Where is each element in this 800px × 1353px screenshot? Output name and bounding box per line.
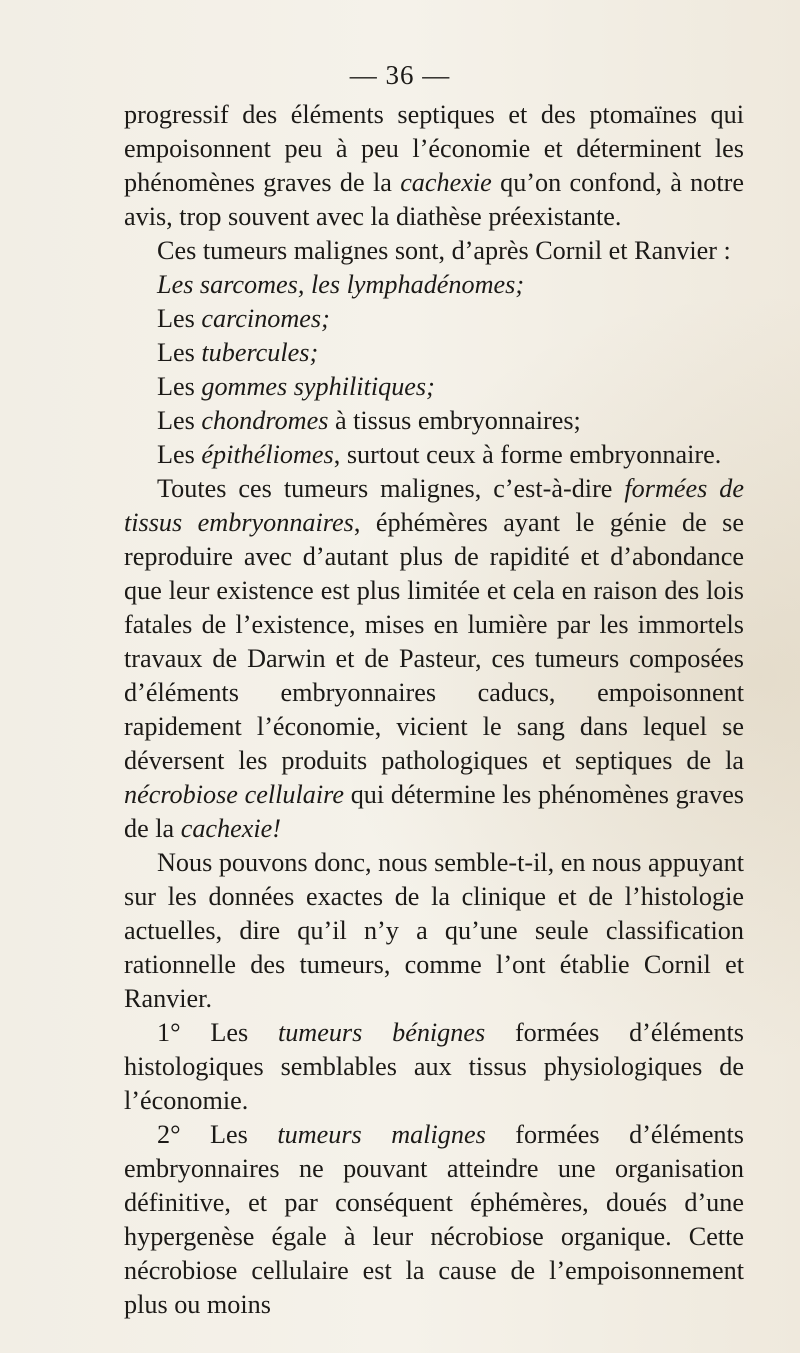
text-run: Les (157, 338, 202, 367)
paragraph-intro-list: Ces tumeurs malignes sont, d’après Cornil et Ranvier : (157, 236, 731, 265)
paragraph-malignant-tumors (124, 472, 744, 846)
italic-term: cachexie (400, 168, 492, 197)
body-text (124, 98, 744, 1322)
text-run: Les (157, 304, 202, 333)
italic-term: nécrobiose cellulaire (124, 780, 345, 809)
list-item (124, 302, 744, 336)
text-run: Toutes ces tumeurs malignes, c’est-à-dire (157, 474, 625, 503)
text-run: , surtout ceux à forme embryonnaire. (333, 440, 722, 469)
italic-term: gommes syphilitiques; (201, 372, 435, 401)
italic-term: chondromes (201, 406, 329, 435)
page-number: — 36 — (349, 60, 451, 90)
italic-term: tumeurs bénignes (277, 1018, 486, 1047)
text-run: progressif des éléments septiques et des ptomaïnes qui empoisonnent peu à peu l’économie et déterminent les phénomènes graves de la (124, 100, 744, 197)
text-run: Les (157, 372, 202, 401)
text-run: qui détermine les phénomènes graves de la (124, 780, 745, 843)
text-run: Les (157, 440, 202, 469)
paragraph-benign (124, 1016, 744, 1118)
text-run: à tissus embryonnaires; (328, 406, 581, 435)
paragraph-continuation (124, 98, 744, 234)
italic-term: formées de tissus embryonnaires (124, 474, 744, 537)
italic-term: épithéliomes (201, 440, 334, 469)
text-run: formées d’éléments histologiques semblables aux tissus physiologiques de l’économie. (124, 1018, 744, 1115)
italic-term: tumeurs malignes (277, 1120, 486, 1149)
paragraph-malignant (124, 1118, 744, 1322)
list-item (124, 438, 744, 472)
paragraph-classification: Nous pouvons donc, nous semble-t-il, en nous appuyant sur les données exactes de la clinique et de l’histologie actuelles, dire qu’il n’y a qu’une seule classification rationnelle des tumeurs, comme l’ont établie Cornil et Ranvier. (124, 848, 744, 1013)
list-item (124, 268, 744, 302)
italic-term: Les sarcomes, les lymphadénomes; (157, 270, 525, 299)
text-run: formées d’éléments embryonnaires ne pouvant atteindre une organisation définitive, et par conséquent éphémères, doués d’une hypergenèse égale à leur nécrobiose organique. Cette nécrobiose cellulaire est la cause de l’empoisonnement plus ou moins (124, 1120, 744, 1319)
list-item (124, 370, 744, 404)
text-run: qu’on confond, à notre avis, trop souvent avec la diathèse préexistante. (124, 168, 744, 231)
list-item (124, 404, 744, 438)
italic-term: carcinomes; (201, 304, 330, 333)
italic-term: cachexie! (180, 814, 282, 843)
text-run: Les (157, 406, 202, 435)
text-run: 2° Les (157, 1120, 278, 1149)
italic-term: tubercules; (201, 338, 319, 367)
text-run: , éphémères ayant le génie de se reproduire avec d’autant plus de rapidité et d’abondance que leur existence est plus limitée et cela en raison des lois fatales de l’existence, mises en lumière par les immortels travaux de Darwin et de Pasteur, ces tumeurs composées d’éléments embryonnaires caducs, empoisonnent rapidement l’économie, vicient le sang dans lequel se déversent les produits pathologiques et septiques de la (124, 508, 744, 775)
text-run: 1° Les (157, 1018, 278, 1047)
list-item (124, 336, 744, 370)
